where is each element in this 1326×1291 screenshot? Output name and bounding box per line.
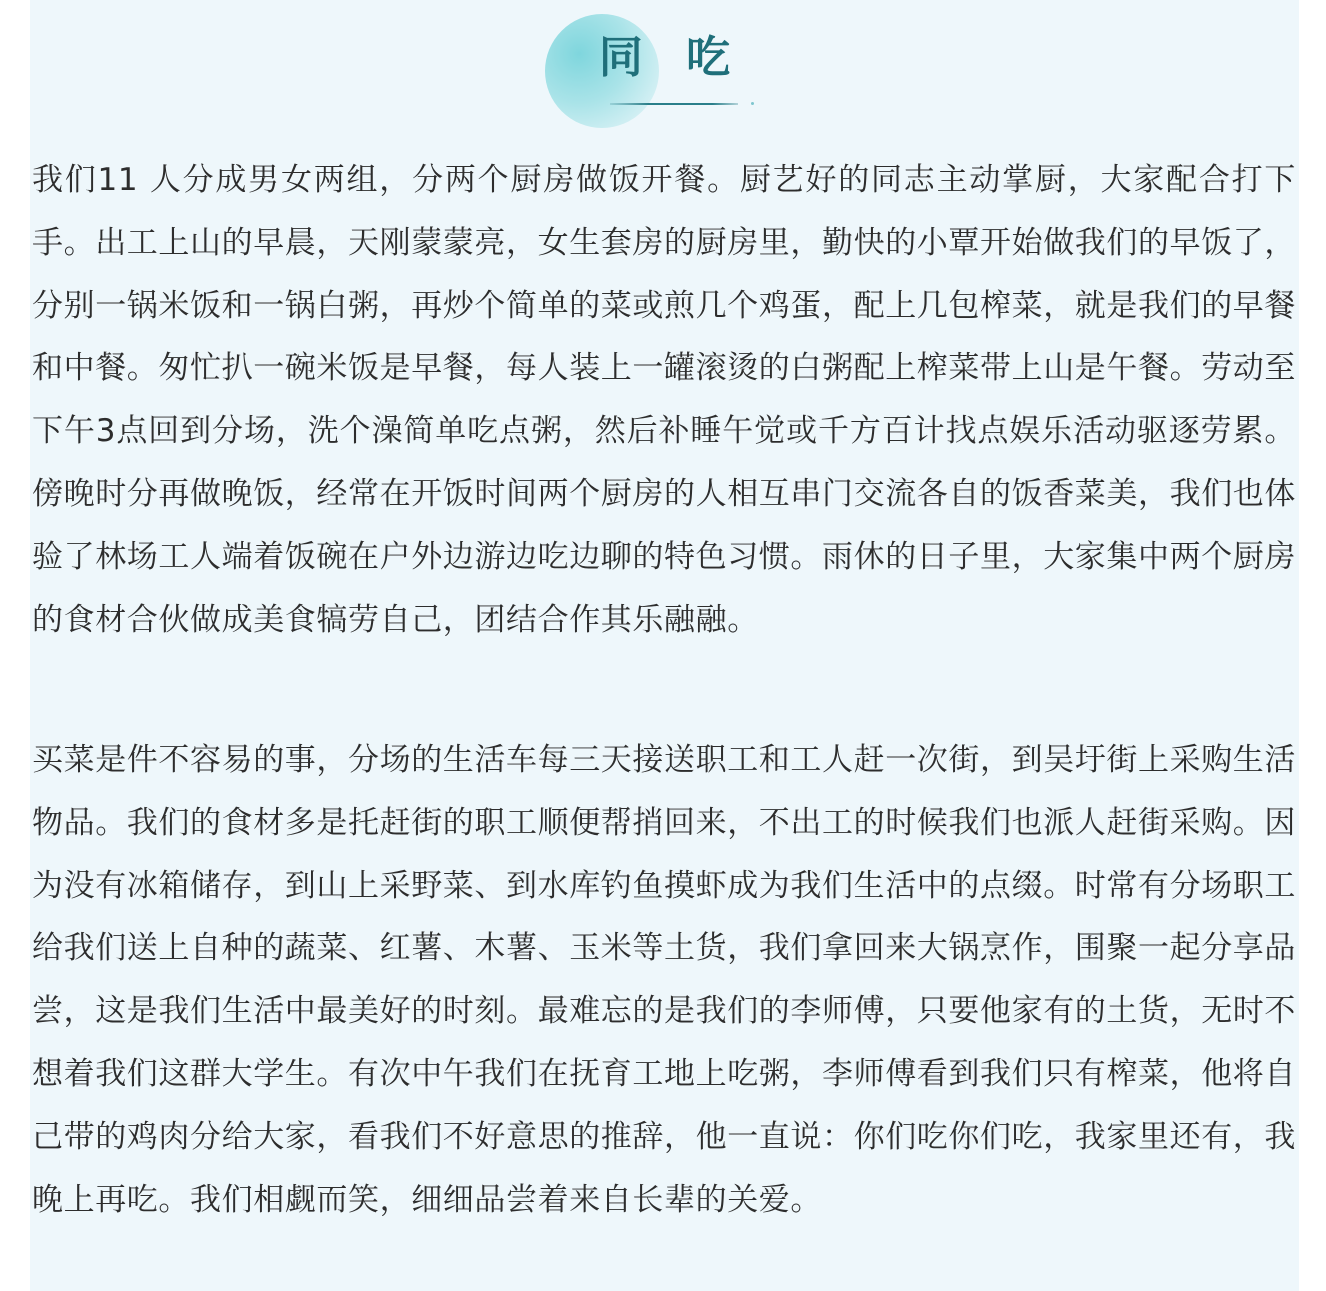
article-panel <box>30 0 1299 1291</box>
section-title: 同 吃 <box>598 32 745 83</box>
paragraph-2: 买菜是件不容易的事，分场的生活车每三天接送职工和工人赶一次街，到吴圩街上采购生活物品。我们的食材多是托赶街的职工顺便帮捎回来，不出工的时候我们也派人赶街采购。因为没有冰箱储存，到山上采野菜、到水库钓鱼摸虾成为我们生活中的点缀。时常有分场职工给我们送上自种的蔬菜、红薯、木薯、玉米等土货，我们拿回来大锅烹作，围聚一起分享品尝，这是我们生活中最美好的时刻。最难忘的是我们的李师傅，只要他家有的土货，无时不想着我们这群大学生。有次中午我们在抚育工地上吃粥，李师傅看到我们只有榨菜，他将自己带的鸡肉分给大家，看我们不好意思的推辞，他一直说：你们吃你们吃，我家里还有，我晚上再吃。我们相觑而笑，细细品尝着来自长辈的关爱。 <box>32 742 1296 1218</box>
title-underline <box>610 103 738 105</box>
paragraph-1: 我们11 人分成男女两组，分两个厨房做饭开餐。厨艺好的同志主动掌厨，大家配合打下手。出工上山的早晨，天刚蒙蒙亮，女生套房的厨房里，勤快的小覃开始做我们的早饭了，分别一锅米饭和一锅白粥，再炒个简单的菜或煎几个鸡蛋，配上几包榨菜，就是我们的早餐和中餐。匆忙扒一碗米饭是早餐，每人装上一罐滚烫的白粥配上榨菜带上山是午餐。劳动至下午3点回到分场，洗个澡简单吃点粥，然后补睡午觉或千方百计找点娱乐活动驱逐劳累。傍晚时分再做晚饭，经常在开饭时间两个厨房的人相互串门交流各自的饭香菜美，我们也体验了林场工人端着饭碗在户外边游边吃边聊的特色习惯。雨休的日子里，大家集中两个厨房的食材合伙做成美食犒劳自己，团结合作其乐融融。 <box>32 162 1296 638</box>
section-header <box>30 0 1299 140</box>
title-underline-dot <box>751 102 754 105</box>
